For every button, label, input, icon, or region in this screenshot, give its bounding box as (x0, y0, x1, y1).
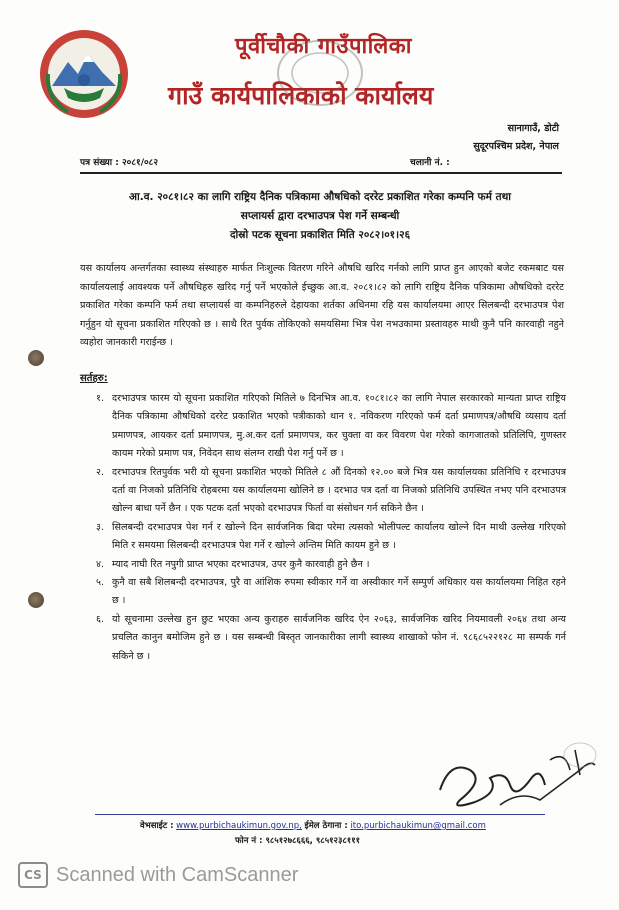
term-text: यो सूचनामा उल्लेख हुन छुट भएका अन्य कुराहरु सार्वजनिक खरिद ऐन २०६३, सार्वजनिक खरिद नियमावली २०६४ तथा अन्य प्रचलित कानुन बमोजिम हुने छ । यस सम्बन्धी बिस्तृत जानकारीका लागी स्वास्थ्य शाखाको फोन नं. ९८६८५२२१२८ मा सम्पर्क गर्न सकिने छ । (112, 613, 566, 662)
reference-line (80, 155, 560, 168)
camscanner-watermark (18, 862, 298, 888)
term-item (96, 574, 566, 611)
subject-line-1: आ.व. २०८१।८२ का लागि राष्ट्रिय दैनिक पत्रिकामा औषधिको दररेट प्रकाशित गरेका कम्पनि फर्म तथा (129, 191, 511, 203)
footer-phone: फोन नं : ९८५१२७८६६६, ९८५१२३८१११ (235, 836, 361, 846)
subject (75, 188, 565, 245)
notice-body: यस कार्यालय अन्तर्गतका स्वास्थ्य संस्थाहरु मार्फत निःशुल्क वितरण गरिने औषधि खरिद गर्नको लागि प्राप्त हुन आएको बजेट रकमबाट यस कार्यालयलाई आवश्यक पर्ने औषधिहरु खरिद गर्नु पर्ने भएकोले ईच्छुक आ.व. २०८१।८२ को लागि राष्ट्रिय दैनिक पत्रिकामा औषधिको दररेट प्रकाशित गरेका कम्पनि फर्म तथा सप्लायर्स वा कम्पनिहरुले देहायका शर्तका अधिनमा रहि यस कार्यालयमा आएर सिलबन्दी दरभाउपत्र पेश गर्नुहुन यो सूचना प्रकाशित गरिएको छ । साथै रित पुर्वक तोकिएको समयसिमा भित्र पेश नभउकामा प्रस्तावहरु माथी कुनै पनि कारवाही नहुने व्यहोरा जानकारी गराईन्छ । (80, 263, 564, 349)
term-item (96, 556, 566, 574)
term-text: सिलबन्दी दरभाउपत्र पेश गर्न र खोल्ने दिन सार्वजनिक बिदा परेमा त्यसको भोलीपल्ट कार्यालय खोल्ने दिन माथी उल्लेख गरिएको मिति र समयमा सिलबन्दी दरभाउपत्र पेश गर्ने र खोल्ने अन्तिम मिति कायम हुने छ । (112, 521, 566, 552)
email-link[interactable]: ito.purbichaukimun@gmail.com (350, 821, 486, 831)
term-number: ६. (96, 613, 105, 625)
term-text: म्याद नाघी रित नपुगी प्राप्त भएका दरभाउपत्र, उपर कुनै कारवाही हुने छैन । (112, 558, 370, 570)
letter-number: पत्र संख्या : २०८१/०८२ (80, 158, 159, 168)
camscanner-logo-icon: CS (18, 862, 48, 888)
nepal-emblem-icon (38, 28, 130, 120)
term-text: दरभाउपत्र फारम यो सूचना प्रकाशित गरिएको मितिले ७ दिनभित्र आ.व. १०८१।८२ का लागि नेपाल सरकारको मान्यता प्राप्त राष्ट्रिय दैनिक पत्रिकामा औषधिको दररेट प्रकाशित भएको पत्रीकाको थान १. नविकरण गरिएको फर्म दर्ता प्रमाणपत्र/औषधि व्यसाय दर्ता प्रमाणपत्र, आयकर दर्ता प्रमाणपत्र, मु.अ.कर दर्ता प्रमाणपत्र, कर चुक्ता वा कर विवरण पेश गरेको कागजातको प्रतिलिपि, गुणस्तर कायम गरेको प्रमाण पत्र, निवेदन साथ संलग्न राखी पेश गर्नु पर्ने छ । (112, 393, 566, 460)
term-number: ४. (96, 558, 105, 570)
term-number: ३. (96, 521, 105, 533)
term-text: दरभाउपत्र रितपुर्वक भरी यो सूचना प्रकाशित भएको मितिले ८ औं दिनको १२.०० बजे भित्र यस कार्यालयका प्रतिनिधि र दरभाउपत्र दर्ता वा निजको प्रतिनिधि रोहबरमा यस कार्यालयमा खोलिने छ । दरभाउ पत्र दर्ता वा निजको प्रतिनिधि उपस्थित नभए पनि दरभाउपत्र खोल्न बाधा पर्ने छैन । एक पटक दर्ता भएको दरभाउपत्र फिर्ता वा संसोधन गर्न सकिने छैन । (112, 466, 566, 515)
term-item (96, 519, 566, 556)
office-title: गाउँ कार्यपालिकाको कार्यालय (168, 81, 434, 110)
term-text: कुनै वा सबै शिलबन्दी दरभाउपत्र, पुरै वा आंशिक रुपमा स्वीकार गर्ने वा अस्वीकार गर्ने सम्पुर्ण अधिकार यस कार्यालयमा निहित रहने छ । (112, 577, 566, 607)
term-item (96, 464, 566, 519)
term-number: ५. (96, 577, 105, 589)
municipality-title: पूर्वीचौकी गाउँपालिका (235, 34, 412, 59)
subject-line-2: सप्लायर्स द्वारा दरभाउपत्र पेश गर्ने सम्बन्धी (240, 210, 400, 222)
office-address (473, 120, 559, 156)
footer-contacts (140, 820, 486, 831)
subject-line-3: दोस्रो पटक सूचना प्रकाशित मिति २०८२।०१।२६ (229, 229, 411, 241)
website-label: वेभसाईट : (140, 821, 174, 831)
address-line-1: सानागाउँ, डोटी (507, 123, 559, 134)
dispatch-number: चलानी नं. : (410, 158, 450, 168)
terms-list (96, 390, 566, 666)
term-item (96, 390, 566, 464)
term-number: २. (96, 466, 105, 478)
punch-hole-icon (28, 350, 44, 366)
email-label: ईमेल ठेगाना : (304, 821, 348, 831)
website-link[interactable]: www.purbichaukimun.gov.np, (176, 821, 302, 831)
terms-title: सर्तहरु: (80, 373, 108, 384)
header-divider (80, 172, 562, 174)
signature-icon (430, 730, 600, 820)
punch-hole-icon (28, 592, 44, 608)
term-item (96, 611, 566, 666)
address-line-2: सुदूरपश्चिम प्रदेश, नेपाल (473, 141, 559, 152)
footer-divider (95, 814, 545, 815)
camscanner-text: Scanned with CamScanner (56, 863, 299, 886)
term-number: १. (96, 393, 105, 404)
office-stamp-icon (275, 38, 365, 108)
